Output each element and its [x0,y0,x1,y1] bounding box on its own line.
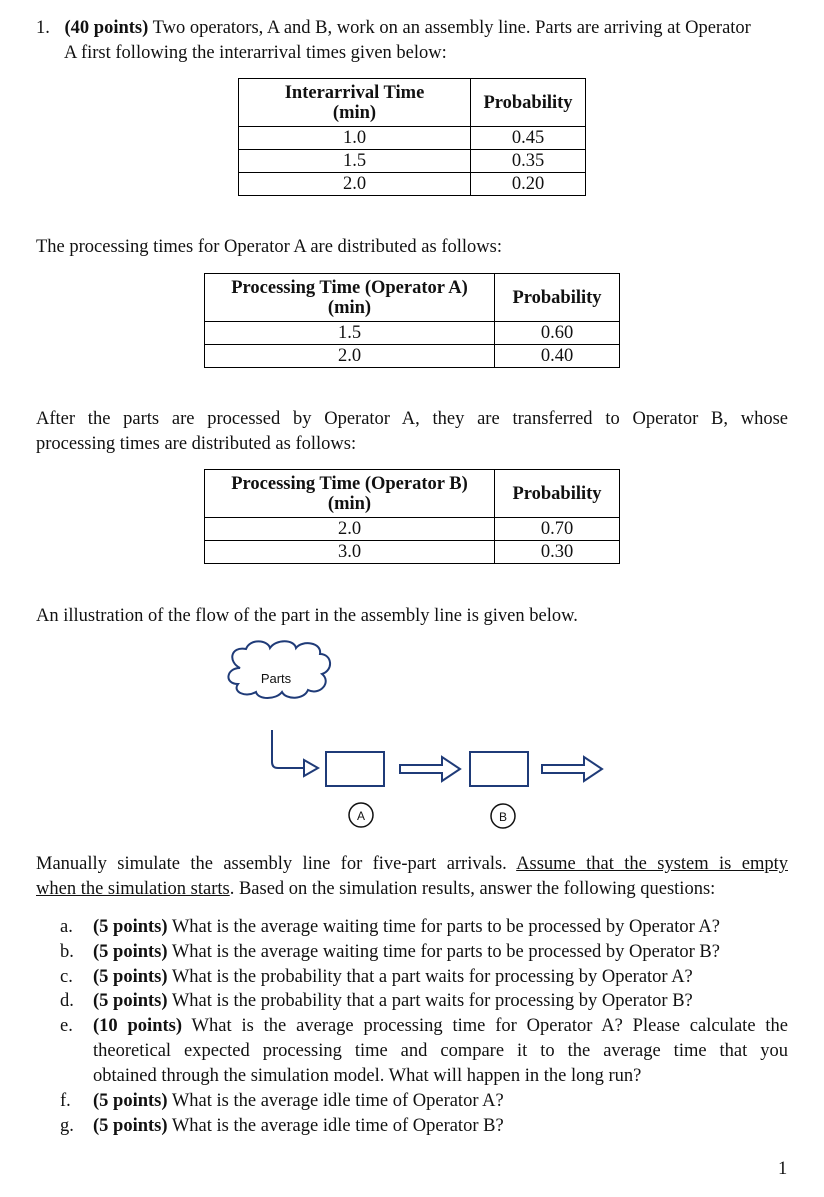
question-text: What is the average waiting time for parts to be processed by Operator B? [171,942,720,962]
table-cell: 0.35 [471,150,586,173]
para-simulation-text: Manually simulate the assembly line for five-part arrivals. [36,854,507,874]
operator-b-table [204,469,620,564]
para-simulation-underlined-2: when the simulation starts [36,879,230,899]
interarrival-table [238,78,586,196]
question-letter: c. [60,967,73,987]
table-cell: 3.0 [205,541,495,564]
table-row [205,518,620,541]
question-points: (5 points) [93,942,168,962]
table-cell: 1.0 [239,127,471,150]
para-operator-b-line1: After the parts are processed by Operator A, they are transferred to Operator B, whose [36,409,788,429]
question-letter: d. [60,991,74,1011]
page-number: 1 [778,1159,788,1179]
parts-cloud-icon [228,641,330,698]
question-e-line3: obtained through the simulation model. What will happen in the long run? [93,1066,642,1086]
question-text: What is the probability that a part waits for processing by Operator B? [171,991,693,1011]
table-row [205,322,620,345]
transfer-arrow-icon [400,757,460,781]
question-e-line1 [93,1015,788,1037]
table-cell: 0.70 [495,518,620,541]
question-letter: g. [60,1116,74,1136]
question-number: 1. [36,18,50,38]
question-text: What is the average waiting time for parts to be processed by Operator A? [171,917,720,937]
table-cell: 1.5 [239,150,471,173]
para-simulation-underlined: Assume that the system is empty [516,854,788,874]
question-header [36,17,751,39]
question-points: (5 points) [93,917,168,937]
operator-b-header-prob: Probability [495,470,620,518]
table-cell: 0.60 [495,322,620,345]
table-row [239,173,586,196]
para-simulation-line2 [36,878,715,900]
question-letter: a. [60,917,73,937]
arrival-arrow-icon [272,730,304,768]
question-points: (40 points) [64,18,149,38]
table-cell: 0.30 [495,541,620,564]
question-points: (5 points) [93,1116,168,1136]
question-letter: b. [60,942,74,962]
question-text: What is the average idle time of Operator A? [171,1091,504,1111]
operator-b-label: B [498,810,508,824]
question-text: What is the average idle time of Operator B? [171,1116,504,1136]
para-operator-b-line2: processing times are distributed as follows: [36,434,357,454]
arrival-arrowhead-icon [304,760,318,776]
question-points: (5 points) [93,967,168,987]
question-letter: e. [60,1016,73,1036]
table-cell: 1.5 [205,322,495,345]
question-text: What is the probability that a part waits for processing by Operator A? [171,967,693,987]
table-row [205,345,620,368]
question-e-line2: theoretical expected processing time and compare it to the average time that you [93,1041,788,1061]
operator-a-label: A [356,809,366,823]
cloud-label: Parts [260,671,292,686]
para-flow: An illustration of the flow of the part in the assembly line is given below. [36,606,578,626]
question-text: What is the average processing time for Operator A? Please calculate the [191,1016,788,1036]
table-row [239,127,586,150]
question-points: (5 points) [93,991,168,1011]
operator-a-table [204,273,620,368]
question-intro-line1: Two operators, A and B, work on an assembly line. Parts are arriving at Operator [152,18,751,38]
table-cell: 2.0 [239,173,471,196]
question-letter: f. [60,1091,71,1111]
question-intro-line2: A first following the interarrival times given below: [64,43,447,63]
operator-b-header-time: Processing Time (Operator B) (min) [205,470,495,518]
question-points: (10 points) [93,1016,183,1036]
table-cell: 2.0 [205,518,495,541]
operator-b-box [470,752,528,786]
table-cell: 0.45 [471,127,586,150]
table-cell: 0.20 [471,173,586,196]
operator-a-header-prob: Probability [495,274,620,322]
question-points: (5 points) [93,1091,168,1111]
para-simulation-line1 [36,853,788,875]
interarrival-header-prob: Probability [471,79,586,127]
operator-a-header-time: Processing Time (Operator A) (min) [205,274,495,322]
interarrival-header-time: Interarrival Time (min) [239,79,471,127]
table-cell: 0.40 [495,345,620,368]
para-simulation-text-2: . Based on the simulation results, answer the following questions: [229,879,716,899]
table-row [205,541,620,564]
table-cell: 2.0 [205,345,495,368]
operator-a-box [326,752,384,786]
exit-arrow-icon [542,757,602,781]
para-operator-a: The processing times for Operator A are distributed as follows: [36,237,502,257]
flow-diagram [220,640,620,840]
table-row [239,150,586,173]
